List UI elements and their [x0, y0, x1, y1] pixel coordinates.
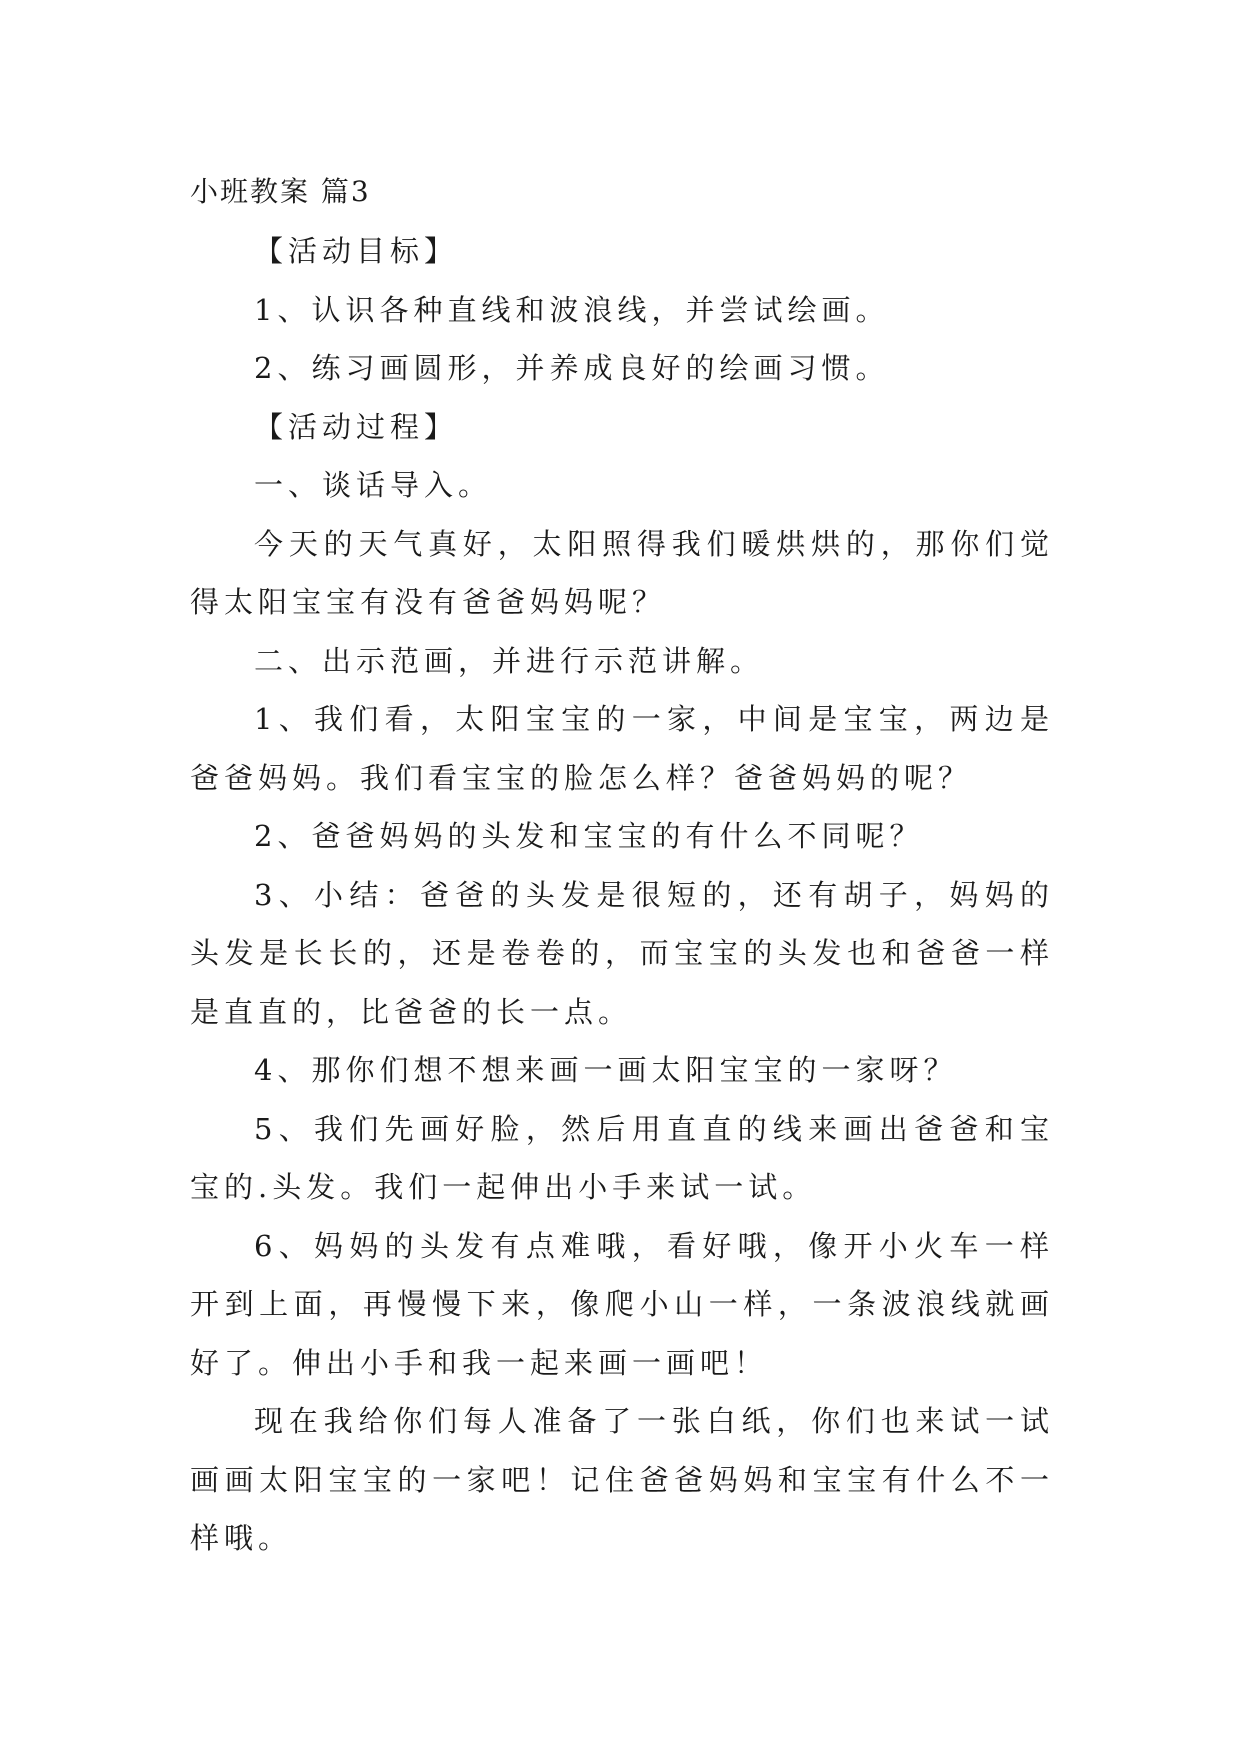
- closing-paragraph: 现在我给你们每人准备了一张白纸，你们也来试一试画画太阳宝宝的一家吧！记住爸爸妈妈和宝宝有什么不一样哦。: [190, 1404, 1054, 1555]
- document-page: [190, 162, 1054, 1568]
- step-2-item-5: 5、我们先画好脸，然后用直直的线来画出爸爸和宝宝的.头发。我们一起伸出小手来试一试。: [190, 1111, 1054, 1204]
- step-2-item-3: 3、小结：爸爸的头发是很短的，还有胡子，妈妈的头发是长长的，还是卷卷的，而宝宝的头发也和爸爸一样是直直的，比爸爸的长一点。: [190, 877, 1054, 1029]
- step-2-item-6: 6、妈妈的头发有点难哦，看好哦，像开小火车一样开到上面，再慢慢下来，像爬小山一样，一条波浪线就画好了。伸出小手和我一起来画一画吧！: [190, 1228, 1054, 1380]
- step-2-heading: 二、出示范画，并进行示范讲解。: [254, 643, 765, 678]
- step-1-heading: 一、谈话导入。: [254, 468, 493, 502]
- step-2-item-2: 2、爸爸妈妈的头发和宝宝的有什么不同呢？: [254, 819, 924, 853]
- step-2-item-1: 1、我们看，太阳宝宝的一家，中间是宝宝，两边是爸爸妈妈。我们看宝宝的脸怎么样？爸爸妈妈的呢？: [190, 702, 1054, 795]
- goal-item-1: 1、认识各种直线和波浪线，并尝试绘画。: [254, 292, 890, 327]
- document-title: 小班教案 篇3: [190, 175, 371, 208]
- goal-item-2: 2、练习画圆形，并养成良好的绘画习惯。: [254, 351, 890, 385]
- heading-activity-goals: 【活动目标】: [254, 234, 459, 268]
- heading-activity-process: 【活动过程】: [254, 409, 459, 444]
- step-2-item-4: 4、那你们想不想来画一画太阳宝宝的一家呀？: [254, 1053, 958, 1087]
- step-1-paragraph: 今天的天气真好，太阳照得我们暖烘烘的，那你们觉得太阳宝宝有没有爸爸妈妈呢？: [190, 526, 1054, 619]
